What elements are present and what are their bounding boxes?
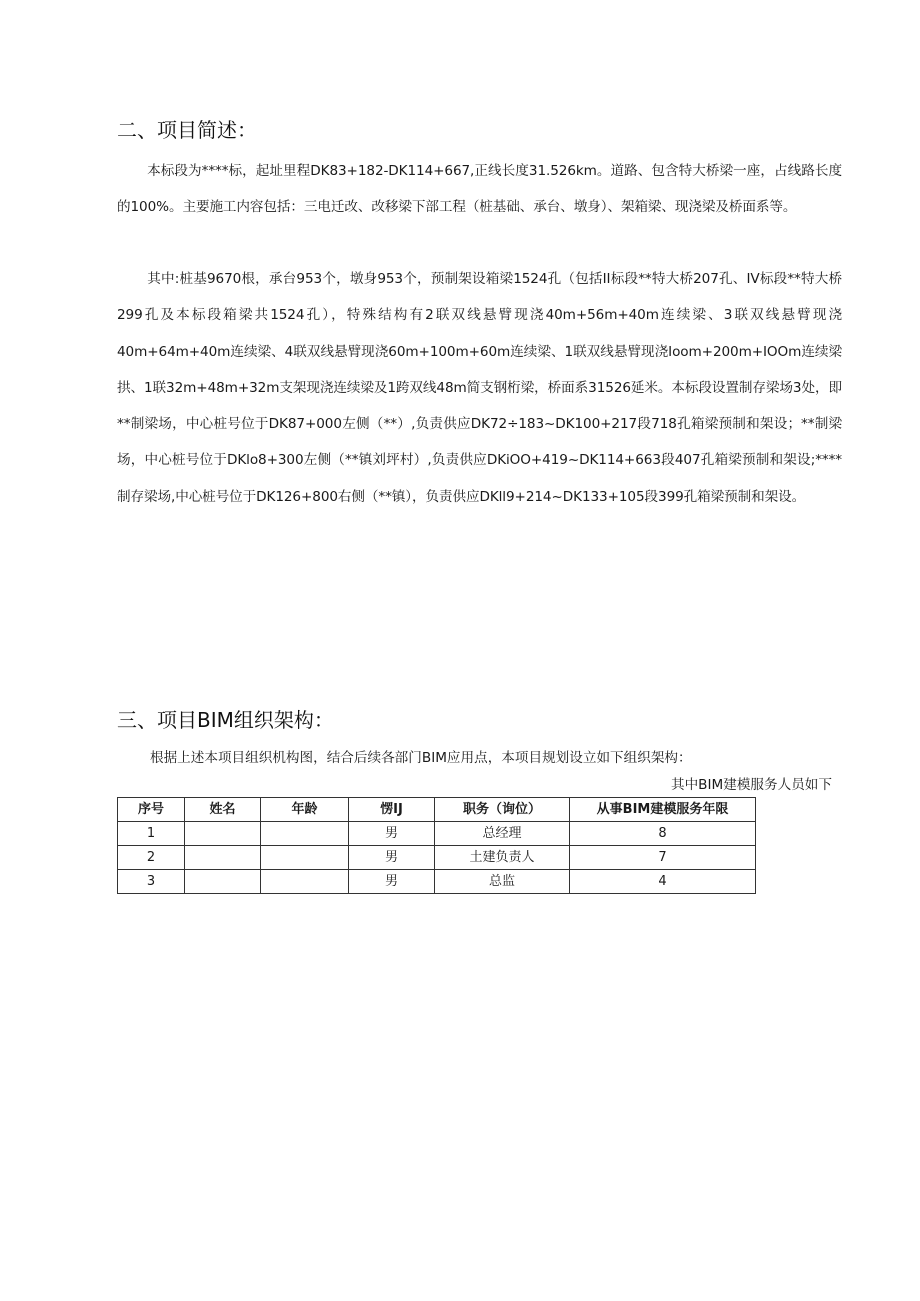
table-row xyxy=(118,846,756,870)
header-age: 年龄 xyxy=(261,798,349,822)
cell-gender: 男 xyxy=(349,870,435,894)
cell-position: 土建负责人 xyxy=(435,846,570,870)
header-index: 序号 xyxy=(118,798,185,822)
cell-index: 1 xyxy=(118,822,185,846)
cell-index: 2 xyxy=(118,846,185,870)
cell-name xyxy=(185,870,261,894)
header-years: 从事BIM建模服务年限 xyxy=(570,798,756,822)
cell-name xyxy=(185,846,261,870)
section-3-heading: 三、项目BIM组织架构： xyxy=(117,708,334,732)
table-row xyxy=(118,870,756,894)
cell-gender: 男 xyxy=(349,822,435,846)
cell-age xyxy=(261,822,349,846)
project-summary-text-2: 其中:桩基9670根，承台953个，墩身953个，预制架设箱梁1524孔（包括II标段**特大桥207孔、IV标段**特大桥299孔及本标段箱梁共1524孔），特殊结构有2联双线悬臂现浇40m+56m+40m连续梁、3联双线悬臂现浇40m+64m+40m连续梁、4联双线悬臂现浇60m+100m+60m连续梁、1联双线悬臂现浇Ioom+200m+IOOm连续梁拱、1联32m+48m+32m支架现浇连续梁及1跨双线48m简支钢桁梁，桥面系31526延米。本标段设置制存梁场3处，即**制梁场，中心桩号位于DK87+000左侧（**）,负责供应DK72÷183~DK100+217段718孔箱梁预制和架设；**制梁场，中心桩号位于DKlo8+300左侧（**镇刘坪村）,负责供应DKiOO+419~DK114+663段407孔箱梁预制和架设;****制存梁场,中心桩号位于DK126+800右侧（**镇），负责供应DKll9+214~DK133+105段399孔箱梁预制和架设。 xyxy=(117,271,842,505)
table-row xyxy=(118,822,756,846)
cell-position: 总监 xyxy=(435,870,570,894)
cell-years: 4 xyxy=(570,870,756,894)
header-position: 职务（询位） xyxy=(435,798,570,822)
project-summary-text-1: 本标段为****标，起址里程DK83+182-DK114+667,正线长度31.526km。道路、包含特大桥梁一座，占线路长度的100%。主要施工内容包括：三电迁改、改移梁下部工程（桩基础、承台、墩身）、架箱梁、现浇梁及桥面系等。 xyxy=(117,163,842,216)
cell-gender: 男 xyxy=(349,846,435,870)
project-summary-paragraph-1 xyxy=(117,153,842,226)
header-name: 姓名 xyxy=(185,798,261,822)
cell-years: 7 xyxy=(570,846,756,870)
project-summary-paragraph-2 xyxy=(117,261,842,515)
cell-index: 3 xyxy=(118,870,185,894)
table-header-row xyxy=(118,798,756,822)
cell-name xyxy=(185,822,261,846)
cell-age xyxy=(261,870,349,894)
bim-staff-table xyxy=(117,797,756,894)
cell-age xyxy=(261,846,349,870)
section-2-heading: 二、项目简述： xyxy=(117,118,257,142)
table-caption: 其中BIM建模服务人员如下 xyxy=(670,777,832,793)
org-structure-intro: 根据上述本项目组织机构图，结合后续各部门BIM应用点，本项目规划设立如下组织架构： xyxy=(150,750,692,766)
cell-years: 8 xyxy=(570,822,756,846)
cell-position: 总经理 xyxy=(435,822,570,846)
header-gender: 愣IJ xyxy=(349,798,435,822)
